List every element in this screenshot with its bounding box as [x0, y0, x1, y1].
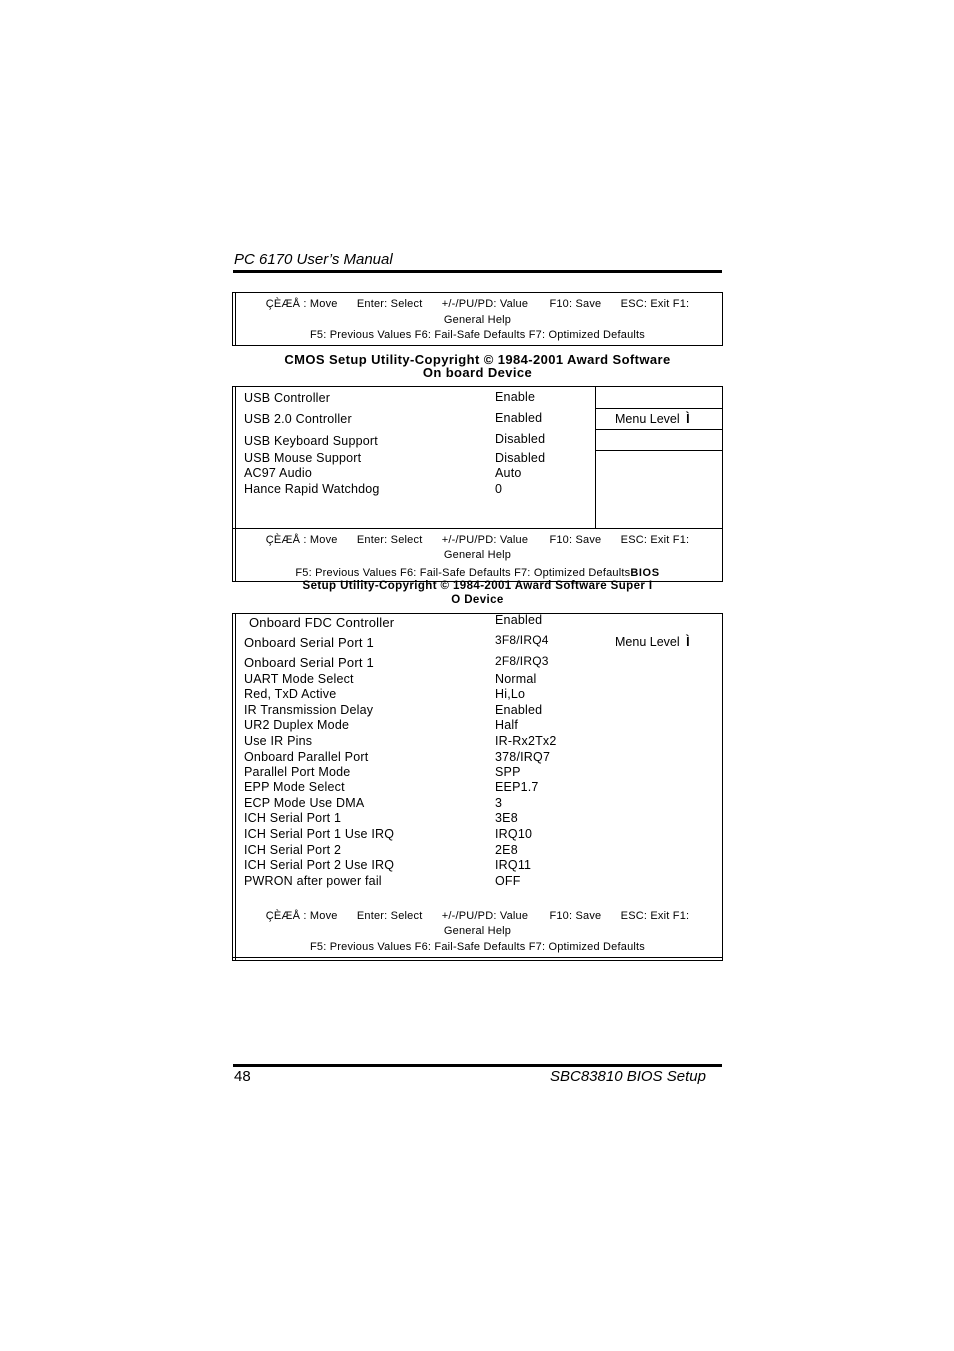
setting-value[interactable]: Enable [495, 390, 536, 404]
keyhelp-line-1 [233, 298, 722, 310]
onboard-divider-1 [595, 408, 723, 409]
superio-menu-level-indicator [615, 635, 690, 649]
footer-rule [233, 1064, 722, 1067]
setting-value[interactable]: Hi,Lo [495, 687, 526, 701]
setting-label[interactable]: Red, TxD Active [244, 687, 337, 701]
setting-value[interactable]: IR-Rx2Tx2 [495, 734, 557, 748]
setting-value[interactable]: Disabled [495, 451, 546, 465]
setting-label[interactable]: USB 2.0 Controller [244, 412, 352, 426]
onboard-title-line1: CMOS Setup Utility-Copyright © 1984-2001 Award Software [284, 352, 671, 367]
move-key: ÇÈÆÅ : Move [265, 534, 338, 546]
setting-label[interactable]: Onboard Parallel Port [244, 750, 369, 764]
setting-label[interactable]: ICH Serial Port 1 Use IRQ [244, 827, 395, 841]
setting-value[interactable]: Disabled [495, 432, 546, 446]
setting-label[interactable]: ICH Serial Port 2 Use IRQ [244, 858, 395, 872]
setting-label[interactable]: Onboard Serial Port 1 [244, 635, 374, 650]
general-help: General Help [443, 314, 512, 326]
defaults-text: F5: Previous Values F6: Fail-Safe Defaults F7: Optimized Defaults [295, 567, 631, 579]
page-number: 48 [234, 1068, 251, 1085]
onboard-divider-2 [595, 429, 723, 430]
header-rule [233, 270, 722, 273]
setting-value[interactable]: Half [495, 718, 519, 732]
setting-label[interactable]: Onboard FDC Controller [249, 615, 395, 630]
menu-level-indicator [615, 412, 690, 426]
setting-value[interactable]: 3E8 [495, 811, 518, 825]
superio-title-line2: O Device [451, 594, 504, 606]
section-title: SBC83810 BIOS Setup [550, 1068, 706, 1085]
superio-defaults-line: F5: Previous Values F6: Fail-Safe Defaults F7: Optimized Defaults [310, 941, 645, 953]
setting-value[interactable]: 2F8/IRQ3 [495, 654, 549, 668]
menu-level-icon: Ì [686, 635, 690, 649]
onboard-keyhelp-line-1 [232, 534, 723, 546]
onboard-divider-3 [595, 450, 723, 451]
onboard-general-help: General Help [443, 549, 512, 561]
setting-value[interactable]: IRQ11 [495, 858, 532, 872]
setting-label[interactable]: ICH Serial Port 1 [244, 811, 342, 825]
select-key: Enter: Select [356, 534, 423, 546]
superio-keyhelp-line-1 [232, 910, 723, 922]
select-key: Enter: Select [356, 910, 423, 922]
onboard-defaults-line [232, 567, 723, 579]
setting-value[interactable]: 2E8 [495, 843, 518, 857]
setting-value[interactable]: Enabled [495, 703, 543, 717]
setting-label[interactable]: UR2 Duplex Mode [244, 718, 350, 732]
setting-value[interactable]: 3 [495, 796, 503, 810]
setting-value[interactable]: EEP1.7 [495, 780, 539, 794]
setting-label[interactable]: PWRON after power fail [244, 874, 382, 888]
setting-value[interactable]: 0 [495, 482, 503, 496]
setting-label[interactable]: Hance Rapid Watchdog [244, 482, 380, 496]
keyhelp-box-top [232, 292, 723, 346]
setting-label[interactable]: ICH Serial Port 2 [244, 843, 342, 857]
menu-level-label: Menu Level [615, 412, 680, 426]
save-key: F10: Save [549, 910, 602, 922]
superio-bottom-rule [233, 957, 722, 958]
exit-key: ESC: Exit F1: [620, 298, 690, 310]
select-key: Enter: Select [356, 298, 423, 310]
move-key: ÇÈÆÅ : Move [265, 298, 338, 310]
bios-suffix: BIOS [630, 567, 660, 579]
setting-label[interactable]: EPP Mode Select [244, 780, 345, 794]
setting-value[interactable]: IRQ10 [495, 827, 533, 841]
menu-level-icon: Ì [686, 412, 690, 426]
setting-label[interactable]: Use IR Pins [244, 734, 313, 748]
setting-value[interactable]: OFF [495, 874, 521, 888]
save-key: F10: Save [549, 534, 602, 546]
value-key: +/-/PU/PD: Value [441, 298, 529, 310]
setting-label[interactable]: USB Mouse Support [244, 451, 362, 465]
setting-label[interactable]: UART Mode Select [244, 672, 354, 686]
setting-label[interactable]: AC97 Audio [244, 466, 313, 480]
setting-value[interactable]: Normal [495, 672, 537, 686]
menu-level-label: Menu Level [615, 635, 680, 649]
setting-label[interactable]: USB Keyboard Support [244, 434, 378, 448]
setting-value[interactable]: 3F8/IRQ4 [495, 633, 549, 647]
move-key: ÇÈÆÅ : Move [265, 910, 338, 922]
setting-value[interactable]: Auto [495, 466, 522, 480]
setting-label[interactable]: Onboard Serial Port 1 [244, 655, 374, 670]
value-key: +/-/PU/PD: Value [441, 534, 529, 546]
setting-value[interactable]: 378/IRQ7 [495, 750, 551, 764]
manual-title: PC 6170 User’s Manual [234, 251, 393, 268]
setting-value[interactable]: SPP [495, 765, 521, 779]
setting-value[interactable]: Enabled [495, 411, 543, 425]
superio-title-line1: Setup Utility-Copyright © 1984-2001 Award Software Super I [302, 580, 653, 592]
defaults-line: F5: Previous Values F6: Fail-Safe Defaults F7: Optimized Defaults [310, 329, 645, 341]
setting-label[interactable]: USB Controller [244, 391, 331, 405]
superio-general-help: General Help [443, 925, 512, 937]
setting-label[interactable]: IR Transmission Delay [244, 703, 374, 717]
setting-value[interactable]: Enabled [495, 613, 543, 627]
onboard-divider-horizontal [233, 528, 722, 529]
save-key: F10: Save [549, 298, 602, 310]
exit-key: ESC: Exit F1: [620, 910, 690, 922]
setting-label[interactable]: ECP Mode Use DMA [244, 796, 365, 810]
value-key: +/-/PU/PD: Value [441, 910, 529, 922]
setting-label[interactable]: Parallel Port Mode [244, 765, 351, 779]
exit-key: ESC: Exit F1: [620, 534, 690, 546]
onboard-title-line2: On board Device [422, 365, 533, 380]
